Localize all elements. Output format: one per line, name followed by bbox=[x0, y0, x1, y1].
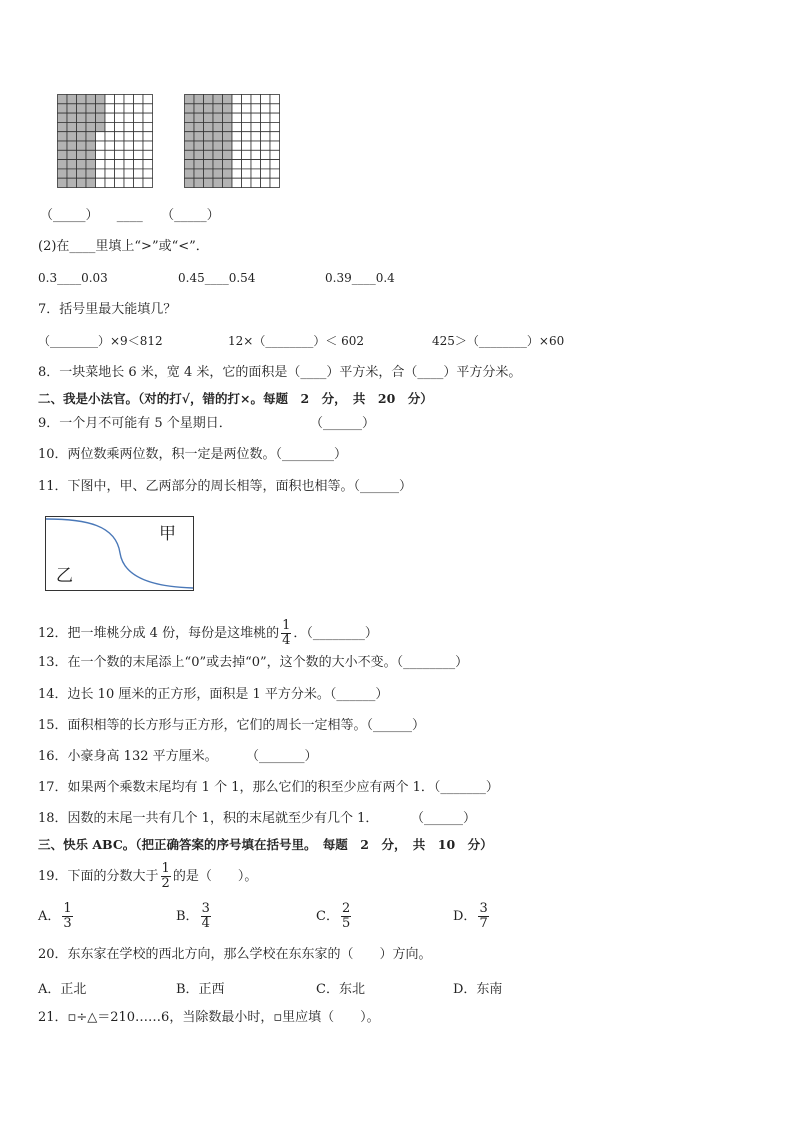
q7-item: 425＞（________）×60 bbox=[432, 334, 565, 348]
grid-cell bbox=[242, 113, 252, 122]
q16-blank: （_______） bbox=[246, 749, 318, 764]
grid-cell bbox=[124, 178, 134, 187]
grid-cell bbox=[96, 178, 106, 187]
grid-cell bbox=[124, 113, 134, 122]
grid-cell-shaded bbox=[58, 160, 68, 169]
q6-2-text: (2)在____里填上“>”或“<”． bbox=[38, 239, 209, 254]
q13: 13．在一个数的末尾添上“0”或去掉“0”，这个数的大小不变。（________） bbox=[38, 655, 469, 670]
grid-cell bbox=[105, 104, 115, 113]
grid-cell bbox=[251, 132, 261, 141]
q19 bbox=[38, 860, 257, 894]
grid-cell bbox=[96, 160, 106, 169]
q20-option-c[interactable]: C．东北 bbox=[316, 982, 365, 997]
q12-blank: ．（________） bbox=[293, 626, 378, 641]
q20-option-a[interactable]: A．正北 bbox=[38, 982, 87, 997]
grid-cell-shaded bbox=[96, 122, 106, 131]
grid-cell-shaded bbox=[58, 113, 68, 122]
grid-cell bbox=[105, 169, 115, 178]
grid-cell-shaded bbox=[194, 141, 204, 150]
grid-cell bbox=[251, 160, 261, 169]
grid-cell bbox=[242, 104, 252, 113]
q19-option-d[interactable]: D． $\frac{3}{7}$ bbox=[453, 901, 488, 931]
grid-cell bbox=[242, 141, 252, 150]
grid-cell bbox=[261, 132, 271, 141]
grid-cell bbox=[261, 95, 271, 104]
q14: 14．边长 10 厘米的正方形，面积是 1 平方分米。（______） bbox=[38, 687, 389, 702]
grid-cell bbox=[105, 150, 115, 159]
grid-cell bbox=[124, 160, 134, 169]
grid-cell bbox=[143, 113, 153, 122]
grid-answer-right: （_____） bbox=[161, 208, 220, 223]
q9-blank: （______） bbox=[310, 416, 376, 431]
grid-cell bbox=[232, 132, 242, 141]
grid-cell-shaded bbox=[86, 122, 96, 131]
grid-cell-shaded bbox=[194, 169, 204, 178]
grid-cell bbox=[105, 113, 115, 122]
grid-cell-shaded bbox=[223, 141, 233, 150]
grid-cell bbox=[115, 160, 125, 169]
grid-cell bbox=[242, 132, 252, 141]
grid-cell-shaded bbox=[86, 169, 96, 178]
grid-cell-shaded bbox=[86, 141, 96, 150]
grid-cell-shaded bbox=[67, 95, 77, 104]
grid-cell-shaded bbox=[77, 104, 87, 113]
q16 bbox=[38, 749, 318, 765]
q21: 21．▫÷△＝210……6，当除数最小时，▫里应填（ ）。 bbox=[38, 1010, 380, 1025]
grid-cell-shaded bbox=[185, 150, 195, 159]
grid-cell-shaded bbox=[77, 122, 87, 131]
q19-option-c[interactable]: C． $\frac{2}{5}$ bbox=[316, 901, 351, 931]
grid-cell bbox=[134, 113, 144, 122]
label-jia: 甲 bbox=[159, 524, 176, 544]
grid-answer-row bbox=[40, 208, 220, 224]
grid-cell bbox=[115, 122, 125, 131]
grid-cell-shaded bbox=[67, 132, 77, 141]
grid-cell-shaded bbox=[213, 95, 223, 104]
grid-cell bbox=[124, 122, 134, 131]
jia-yi-figure bbox=[45, 516, 194, 591]
q6-2-item: 0.3____0.03 bbox=[38, 271, 108, 285]
q7-item: 12×（________）＜ 602 bbox=[228, 334, 365, 348]
q18-text: 18．因数的末尾一共有几个 1，积的末尾就至少有几个 1． bbox=[38, 811, 379, 826]
grid-cell-shaded bbox=[77, 95, 87, 104]
section-3-heading: 三、快乐 ABC。（把正确答案的序号填在括号里。 每题 2 分， 共 10 分） bbox=[38, 837, 493, 852]
grid-cell bbox=[143, 122, 153, 131]
grid-cell-shaded bbox=[58, 150, 68, 159]
grid-cell-shaded bbox=[86, 113, 96, 122]
grid-cell-shaded bbox=[213, 150, 223, 159]
grid-cell-shaded bbox=[194, 150, 204, 159]
grid-cell-shaded bbox=[204, 95, 214, 104]
grid-cell bbox=[115, 169, 125, 178]
grid-cell-shaded bbox=[185, 113, 195, 122]
grid-cell bbox=[124, 141, 134, 150]
grid-cell-shaded bbox=[223, 95, 233, 104]
grid-cell bbox=[105, 160, 115, 169]
grid-cell bbox=[232, 122, 242, 131]
q6-2-item: 0.45____0.54 bbox=[178, 271, 256, 285]
q7-item: （________）×9＜812 bbox=[38, 334, 163, 348]
grid-cell-shaded bbox=[185, 95, 195, 104]
grid-cell-shaded bbox=[194, 104, 204, 113]
q20-option-d[interactable]: D．东南 bbox=[453, 982, 503, 997]
grid-cell-shaded bbox=[194, 95, 204, 104]
grid-cell-shaded bbox=[204, 169, 214, 178]
grid-cell-shaded bbox=[223, 178, 233, 187]
q12-text: 12．把一堆桃分成 4 份，每份是这堆桃的 bbox=[38, 626, 280, 641]
grid-cell bbox=[124, 169, 134, 178]
grid-cell bbox=[96, 141, 106, 150]
grid-cell-shaded bbox=[185, 141, 195, 150]
grid-cell bbox=[134, 122, 144, 131]
fraction-one-half: $\frac{1}{2}$ bbox=[161, 861, 170, 891]
grid-cell-shaded bbox=[58, 178, 68, 187]
q6-2-items bbox=[38, 270, 395, 286]
grid-cell bbox=[232, 178, 242, 187]
q9-text: 9．一个月不可能有 5 个星期日． bbox=[38, 416, 232, 431]
grid-cell bbox=[232, 150, 242, 159]
grid-cell bbox=[232, 160, 242, 169]
q18 bbox=[38, 811, 477, 827]
grid-cell bbox=[242, 160, 252, 169]
grid-cell-shaded bbox=[96, 104, 106, 113]
grid-cell-shaded bbox=[194, 113, 204, 122]
grid-answer-mid: ____ bbox=[116, 208, 143, 223]
grid-cell bbox=[242, 122, 252, 131]
grid-cell bbox=[124, 104, 134, 113]
grid-cell bbox=[134, 178, 144, 187]
grid-cell bbox=[242, 169, 252, 178]
grid-cell-shaded bbox=[194, 122, 204, 131]
grid-cell bbox=[251, 104, 261, 113]
grid-cell bbox=[232, 104, 242, 113]
grid-cell bbox=[105, 132, 115, 141]
grid-cell bbox=[115, 150, 125, 159]
grid-cell-shaded bbox=[223, 160, 233, 169]
q19-option-a[interactable]: A． $\frac{1}{3}$ bbox=[38, 901, 72, 931]
grid-cell-shaded bbox=[58, 104, 68, 113]
grid-cell-shaded bbox=[223, 132, 233, 141]
grid-cell bbox=[232, 95, 242, 104]
grid-cell-shaded bbox=[67, 113, 77, 122]
grid-cell bbox=[270, 150, 280, 159]
grid-cell bbox=[134, 104, 144, 113]
grid-cell-shaded bbox=[86, 178, 96, 187]
grid-cell bbox=[115, 132, 125, 141]
grid-cell-shaded bbox=[185, 178, 195, 187]
q15: 15．面积相等的长方形与正方形，它们的周长一定相等。（______） bbox=[38, 718, 426, 733]
grid-cell bbox=[251, 150, 261, 159]
grid-cell-shaded bbox=[213, 122, 223, 131]
grid-cell-shaded bbox=[204, 132, 214, 141]
grid-cell bbox=[270, 104, 280, 113]
grid-cell-shaded bbox=[185, 122, 195, 131]
grid-cell-shaded bbox=[204, 122, 214, 131]
grid-cell bbox=[134, 160, 144, 169]
grid-cell-shaded bbox=[77, 160, 87, 169]
grid-cell bbox=[270, 122, 280, 131]
grid-cell-shaded bbox=[223, 150, 233, 159]
q7-items bbox=[38, 333, 565, 349]
grid-cell-shaded bbox=[67, 150, 77, 159]
grid-cell-shaded bbox=[67, 169, 77, 178]
grid-cell bbox=[251, 141, 261, 150]
grid-cell-shaded bbox=[204, 160, 214, 169]
grid-cell-shaded bbox=[213, 178, 223, 187]
grid-cell bbox=[261, 160, 271, 169]
grid-cell bbox=[270, 169, 280, 178]
grid-cell-shaded bbox=[67, 160, 77, 169]
grid-cell-shaded bbox=[77, 169, 87, 178]
grid-cell bbox=[270, 178, 280, 187]
grid-cell-shaded bbox=[86, 132, 96, 141]
grid-cell bbox=[115, 104, 125, 113]
q17: 17．如果两个乘数末尾均有 1 个 1，那么它们的积至少应有两个 1．（_______） bbox=[38, 780, 499, 795]
grid-cell bbox=[143, 150, 153, 159]
grid-cell-shaded bbox=[77, 132, 87, 141]
grid-cell-shaded bbox=[213, 160, 223, 169]
grid-cell bbox=[261, 141, 271, 150]
grid-cell bbox=[134, 141, 144, 150]
grid-cell-shaded bbox=[185, 132, 195, 141]
grid-cell bbox=[143, 141, 153, 150]
q7-text: 7．括号里最大能填几？ bbox=[38, 302, 177, 317]
grid-cell bbox=[261, 113, 271, 122]
grid-cell bbox=[115, 141, 125, 150]
grid-cell bbox=[105, 178, 115, 187]
grid-cell bbox=[261, 169, 271, 178]
grid-cell bbox=[143, 178, 153, 187]
grid-cell-shaded bbox=[86, 150, 96, 159]
grid-cell-shaded bbox=[204, 150, 214, 159]
q16-text: 16．小豪身高 132 平方厘米。 bbox=[38, 749, 218, 764]
grid-cell bbox=[96, 132, 106, 141]
grid-cell bbox=[124, 95, 134, 104]
grid-cell bbox=[143, 104, 153, 113]
grid-cell-shaded bbox=[67, 141, 77, 150]
grid-cell-shaded bbox=[204, 113, 214, 122]
grid-cell-shaded bbox=[58, 141, 68, 150]
grid-cell-shaded bbox=[213, 132, 223, 141]
grid-cell bbox=[105, 122, 115, 131]
grid-cell-shaded bbox=[86, 160, 96, 169]
q9 bbox=[38, 416, 376, 432]
grid-cell-shaded bbox=[58, 95, 68, 104]
grid-cell-shaded bbox=[204, 178, 214, 187]
grid-cell bbox=[270, 113, 280, 122]
grid-cell bbox=[251, 95, 261, 104]
grid-answer-left: （_____） bbox=[40, 208, 99, 223]
grid-cell-shaded bbox=[67, 178, 77, 187]
grid-cell-shaded bbox=[194, 132, 204, 141]
grid-cell bbox=[96, 150, 106, 159]
grid-cell-shaded bbox=[96, 95, 106, 104]
grid-cell bbox=[242, 95, 252, 104]
grid-cell-shaded bbox=[86, 104, 96, 113]
grid-cell bbox=[270, 132, 280, 141]
q12 bbox=[38, 617, 378, 651]
q19-tail: 的是（ ）。 bbox=[172, 869, 258, 884]
grid-cell-shaded bbox=[194, 178, 204, 187]
grid-cell bbox=[105, 141, 115, 150]
grid-cell bbox=[105, 95, 115, 104]
grid-cell-shaded bbox=[223, 113, 233, 122]
grid-cell-shaded bbox=[213, 113, 223, 122]
grid-cell bbox=[242, 150, 252, 159]
grid-cell-shaded bbox=[77, 178, 87, 187]
grid-cell bbox=[251, 113, 261, 122]
grid-cell-shaded bbox=[58, 169, 68, 178]
grid-cell bbox=[134, 95, 144, 104]
grid-cell-shaded bbox=[67, 104, 77, 113]
grid-cell-shaded bbox=[204, 104, 214, 113]
grid-cell bbox=[261, 178, 271, 187]
grid-cell bbox=[251, 122, 261, 131]
grid-cell bbox=[143, 160, 153, 169]
grid-cell bbox=[143, 95, 153, 104]
q19-option-b[interactable]: B． $\frac{3}{4}$ bbox=[176, 901, 210, 931]
grid-cell-shaded bbox=[194, 160, 204, 169]
grid-cell bbox=[124, 150, 134, 159]
grid-cell-shaded bbox=[213, 141, 223, 150]
grid-cell bbox=[115, 113, 125, 122]
grid-cell-shaded bbox=[77, 141, 87, 150]
grid-cell bbox=[270, 160, 280, 169]
grid-cell bbox=[143, 169, 153, 178]
q10: 10．两位数乘两位数，积一定是两位数。（________） bbox=[38, 447, 348, 462]
grid-cell bbox=[124, 132, 134, 141]
grid-cell-shaded bbox=[213, 104, 223, 113]
grid-cell-shaded bbox=[204, 141, 214, 150]
grid-cell-shaded bbox=[77, 150, 87, 159]
grid-cell bbox=[115, 178, 125, 187]
grid-cell bbox=[96, 169, 106, 178]
grid-cell bbox=[143, 132, 153, 141]
grid-cell bbox=[232, 141, 242, 150]
grid-cell-shaded bbox=[58, 132, 68, 141]
q18-blank: （______） bbox=[411, 811, 477, 826]
grid-cell bbox=[134, 150, 144, 159]
label-yi: 乙 bbox=[56, 566, 73, 586]
grid-cell-shaded bbox=[96, 113, 106, 122]
section-2-heading: 二、我是小法官。（对的打√，错的打×。每题 2 分， 共 20 分） bbox=[38, 391, 433, 406]
grid-cell-shaded bbox=[86, 95, 96, 104]
grid-cell bbox=[270, 95, 280, 104]
grid-cell-shaded bbox=[223, 104, 233, 113]
q19-text: 19．下面的分数大于 bbox=[38, 869, 159, 884]
grid-cell bbox=[134, 169, 144, 178]
grid-cell-shaded bbox=[223, 169, 233, 178]
q6-2-item: 0.39____0.4 bbox=[325, 271, 395, 285]
grid-cell bbox=[232, 113, 242, 122]
grid-cell-shaded bbox=[223, 122, 233, 131]
grid-cell-shaded bbox=[213, 169, 223, 178]
grid-cell bbox=[134, 132, 144, 141]
grid-cell-shaded bbox=[185, 104, 195, 113]
hundred-grid-right bbox=[184, 94, 280, 188]
q20-option-b[interactable]: B．正西 bbox=[176, 982, 225, 997]
grid-cell bbox=[115, 95, 125, 104]
q8: 8．一块菜地长 6 米，宽 4 米，它的面积是（____）平方米，合（____）平方分米。 bbox=[38, 365, 522, 380]
grid-cell-shaded bbox=[77, 113, 87, 122]
grid-cell-shaded bbox=[185, 169, 195, 178]
grid-cell-shaded bbox=[185, 160, 195, 169]
grid-cell bbox=[261, 104, 271, 113]
fraction-one-quarter: $\frac{1}{4}$ bbox=[282, 618, 291, 648]
grid-cell-shaded bbox=[67, 122, 77, 131]
grid-cell bbox=[261, 150, 271, 159]
grid-cell bbox=[261, 122, 271, 131]
q11: 11．下图中，甲、乙两部分的周长相等，面积也相等。（______） bbox=[38, 479, 413, 494]
grid-cell bbox=[232, 169, 242, 178]
grid-cell bbox=[242, 178, 252, 187]
grid-cell bbox=[251, 169, 261, 178]
grid-cell bbox=[251, 178, 261, 187]
grid-cell bbox=[270, 141, 280, 150]
hundred-grid-left bbox=[57, 94, 153, 188]
grid-cell-shaded bbox=[58, 122, 68, 131]
q20: 20．东东家在学校的西北方向，那么学校在东东家的（ ）方向。 bbox=[38, 947, 432, 962]
